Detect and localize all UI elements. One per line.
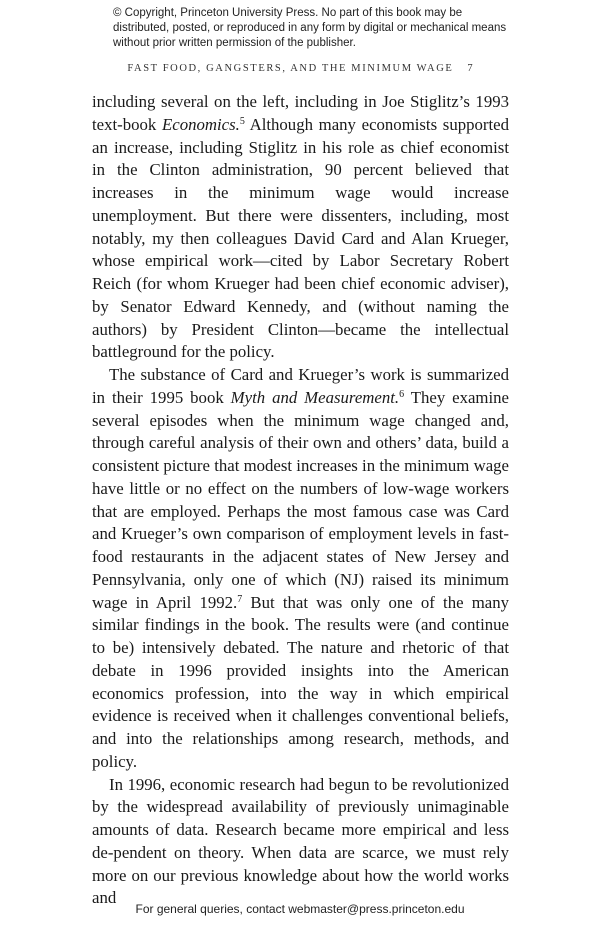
paragraph-3: In 1996, economic research had begun to be revolutionized by the widespread availability of previously unimaginable amounts of data. Research became more empirical and less de-pendent on theory. When data are scarce, we must rely more on our previous knowledge about how the world works and: [92, 774, 509, 908]
body-text: [92, 91, 509, 910]
paragraph-1: including several on the left, including in Joe Stiglitz’s 1993 text-book Economics.$^5$ Although many economists supported an increase, including Stiglitz in his role as chief economist in the Clinton administration, 90 percent believed that increases in the minimum wage would increase unemployment. But there were dissenters, including, most notably, my then colleagues David Card and Alan Krueger, whose empirical work—cited by Labor Secretary Robert Reich (for whom Krueger had been chief economic adviser), by Senator Edward Kennedy, and (without naming the authors) by President Clinton—became the intellectual battleground for the policy.: [92, 92, 509, 362]
paragraph-2: The substance of Card and Krueger’s work is summarized in their 1995 book Myth and Measurement.$^6$ They examine several episodes when the minimum wage changed and, through careful analysis of their own and others’ data, build a consistent picture that modest increases in the minimum wage have little or no effect on the numbers of low-wage workers that are employed. Perhaps the most famous case was Card and Krueger’s own comparison of employment levels in fast-food restaurants in the adjacent states of New Jersey and Pennsylvania, only one of which (NJ) raised its minimum wage in April 1992.$^7$ But that was only one of the many similar findings in the book. The results were (and continue to be) intensively debated. The nature and rhetoric of that debate in 1996 provided insights into the American economics profession, into the way in which empirical evidence is received when it challenges conventional beliefs, and into the relationships among research, methods, and policy.: [92, 365, 509, 771]
running-head-title: FAST FOOD, GANGSTERS, AND THE MINIMUM WAGE: [127, 63, 454, 74]
footnote-marker-5: 5: [239, 115, 245, 127]
footnote-marker-7: 7: [237, 593, 243, 605]
book-title-economics: Economics.: [162, 114, 240, 134]
page-number: 7: [467, 63, 473, 74]
copyright-notice: © Copyright, Princeton University Press. No part of this book may be distributed, posted, or reproduced in any form by digital or mechanical means without prior written permission of the publisher.: [113, 7, 507, 49]
book-title-myth-and-measurement: Myth and Measurement.: [230, 387, 400, 407]
running-head: [0, 63, 600, 74]
footnote-marker-6: 6: [399, 388, 405, 400]
footer-contact: For general queries, contact webmaster@press.princeton.edu: [135, 902, 465, 916]
